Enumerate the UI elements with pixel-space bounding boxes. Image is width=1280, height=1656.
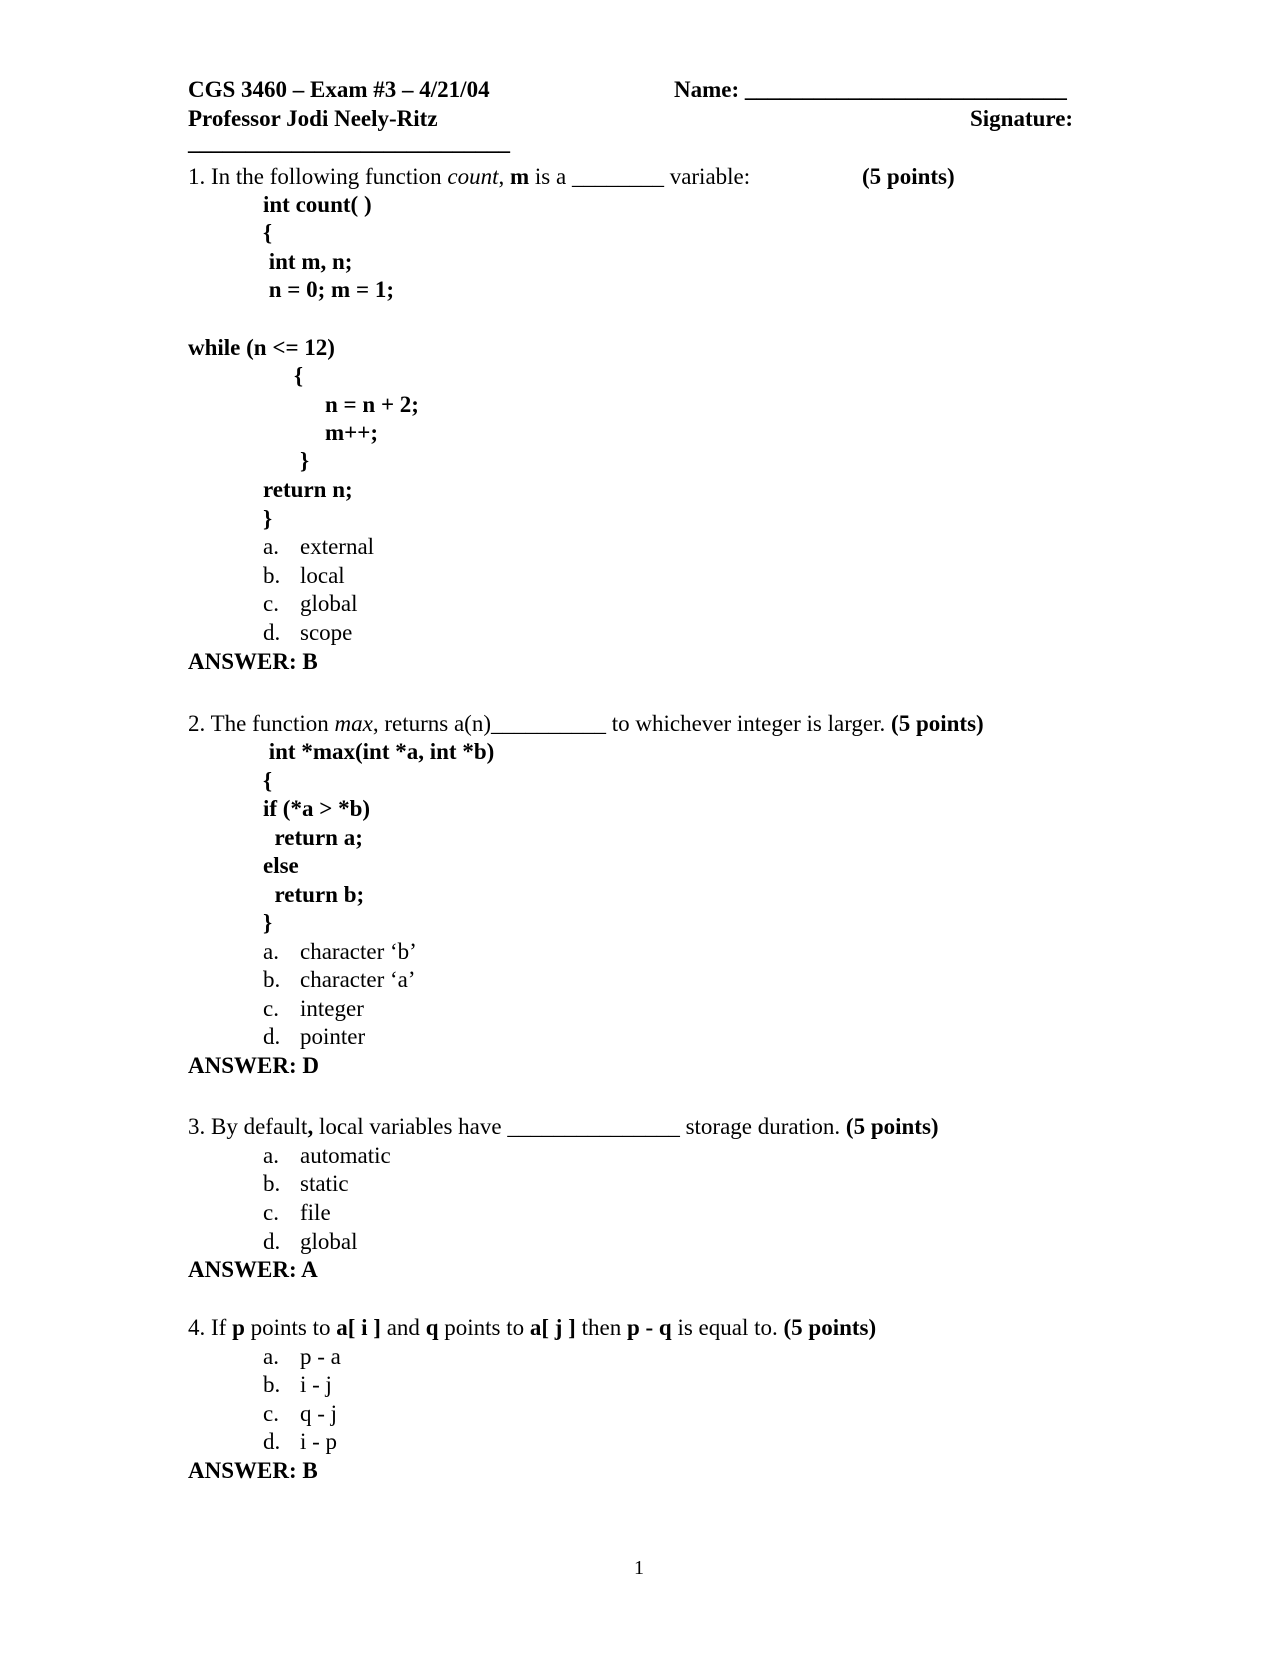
- option-c: c. q - j: [263, 1401, 338, 1426]
- question-1-points: (5 points): [862, 164, 955, 189]
- code-line: else: [263, 853, 299, 878]
- option-a: a. p - a: [263, 1344, 341, 1369]
- code-line: return a;: [263, 825, 363, 850]
- question-4-prompt: 4. If p points to a[ i ] and q points to a[ j ] then p - q is equal to. (5 points): [188, 1315, 877, 1340]
- code-line: {: [263, 220, 273, 245]
- code-line: return b;: [263, 882, 365, 907]
- question-3-answer: ANSWER: A: [188, 1257, 318, 1282]
- option-d: d. pointer: [263, 1024, 366, 1049]
- professor-name: Professor Jodi Neely-Ritz: [188, 106, 438, 131]
- question-2-prompt: 2. The function max, returns a(n)__________ to whichever integer is larger. (5 points): [188, 711, 984, 736]
- code-line: }: [263, 506, 273, 531]
- code-line: {: [294, 363, 304, 388]
- code-line: n = n + 2;: [325, 392, 419, 417]
- signature-blank: ____________________________: [188, 130, 510, 155]
- question-3-prompt: 3. By default, local variables have _______________ storage duration. (5 points): [188, 1114, 939, 1139]
- code-line: while (n <= 12): [188, 335, 335, 360]
- option-a: a. character ‘b’: [263, 939, 417, 964]
- option-d: d. i - p: [263, 1429, 338, 1454]
- option-c: c. integer: [263, 996, 364, 1021]
- name-blank: ____________________________: [744, 77, 1067, 102]
- question-2-answer: ANSWER: D: [188, 1053, 319, 1078]
- code-line: {: [263, 768, 273, 793]
- code-line: int count( ): [263, 192, 372, 217]
- question-1-answer: ANSWER: B: [188, 649, 318, 674]
- option-b: b. local: [263, 563, 345, 588]
- option-a: a. automatic: [263, 1143, 391, 1168]
- code-line: int m, n;: [263, 249, 353, 274]
- name-line: [674, 76, 1067, 104]
- option-b: b. i - j: [263, 1372, 332, 1397]
- option-d: d. scope: [263, 620, 353, 645]
- code-line: if (*a > *b): [263, 796, 371, 821]
- code-line: int *max(int *a, int *b): [263, 739, 495, 764]
- page-number: 1: [634, 1557, 644, 1579]
- option-b: b. static: [263, 1171, 349, 1196]
- code-line: }: [263, 910, 273, 935]
- option-a: a. external: [263, 534, 375, 559]
- question-4-answer: ANSWER: B: [188, 1458, 318, 1483]
- code-line: }: [300, 448, 310, 473]
- name-label: Name:: [674, 77, 745, 102]
- code-line: n = 0; m = 1;: [263, 277, 394, 302]
- option-d: d. global: [263, 1229, 358, 1254]
- signature-label: Signature:: [970, 106, 1074, 131]
- option-c: c. global: [263, 591, 358, 616]
- exam-title: CGS 3460 – Exam #3 – 4/21/04: [188, 77, 490, 102]
- question-1-prompt: 1. In the following function count, m is a ________ variable:: [188, 164, 751, 189]
- option-c: c. file: [263, 1200, 331, 1225]
- code-line: m++;: [325, 420, 379, 445]
- code-line: return n;: [263, 477, 353, 502]
- option-b: b. character ‘a’: [263, 967, 416, 992]
